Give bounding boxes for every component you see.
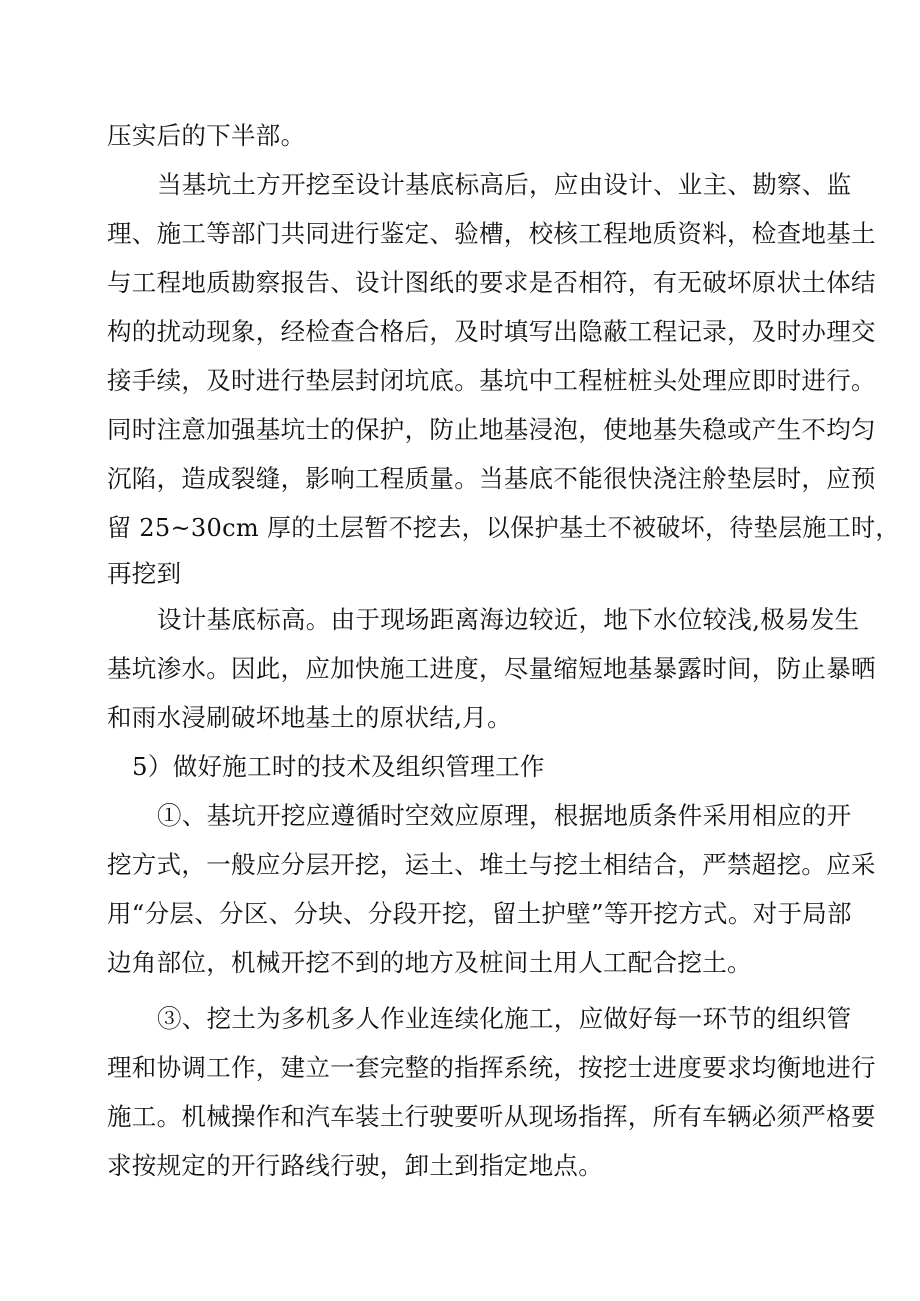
text-line: ①、基坑开挖应遵循时空效应原理，根据地质条件采用相应的开: [157, 801, 852, 830]
text-line: 压实后的下半部。: [107, 121, 306, 150]
text-line: 留 25~30cm 厚的土层暂不挖去，以保护基土不被破坏，待垫层施工时，: [107, 513, 900, 542]
text-line: 基坑渗水。因此，应加快施工进度，尽量缩短地基暴露时间，防止暴晒: [107, 654, 876, 683]
text-line: 和雨水浸刷破坏地基土的原状结,月。: [107, 703, 512, 732]
text-line: 用“分层、分区、分块、分段开挖，留土护壁”等开挖方式。对于局部: [107, 899, 852, 928]
text-line: 沉陷，造成裂缝，影响工程质量。当基底不能很快浇注舲垫层时，应预: [107, 464, 876, 493]
text-line: 设计基底标高。由于现场距离海边较近，地下水位较浅,极易发生: [157, 605, 860, 634]
text-line: 理、施工等部门共同进行鉴定、验槽，校核工程地质资料，检查地基土: [107, 219, 876, 248]
text-line: 挖方式，一般应分层开挖，运土、堆土与挖土相结合，严禁超挖。应采: [107, 850, 876, 879]
text-line: 求按规定的开行路线行驶，卸土到指定地点。: [107, 1151, 603, 1180]
text-line: 理和协调工作，建立一套完整的指挥系统，按挖士进度要求均衡地进行: [107, 1053, 876, 1082]
text-line: 边角部位，机械开挖不到的地方及桩间土用人工配合挖土。: [107, 948, 752, 977]
text-line: 当基坑土方开挖至设计基底标高后，应由设计、业主、勘察、监: [157, 170, 852, 199]
text-line: 构的扰动现象，经检查合格后，及时填写出隐蔽工程记录，及时办理交: [107, 317, 876, 346]
text-line: 接手续，及时进行垫层封闭坑底。基坑中工程桩桩头处理应即时进行。: [107, 366, 876, 395]
text-line: ③、挖土为多机多人作业连续化施工，应做好每一环节的组织管: [157, 1004, 852, 1033]
text-line: 同时注意加强基坑士的保护，防止地基浸泡，使地基失稳或产生不均匀: [107, 415, 876, 444]
text-line: 与工程地质勘察报告、设计图纸的要求是否相符，有无破坏原状土体结: [107, 268, 876, 297]
text-line: 施工。机械操作和汽车装土行驶要听从现场指挥，所有车辆必须严格要: [107, 1102, 876, 1131]
text-line: 再挖到: [107, 559, 182, 588]
section-heading: 5）做好施工时的技术及组织管理工作: [132, 752, 545, 781]
